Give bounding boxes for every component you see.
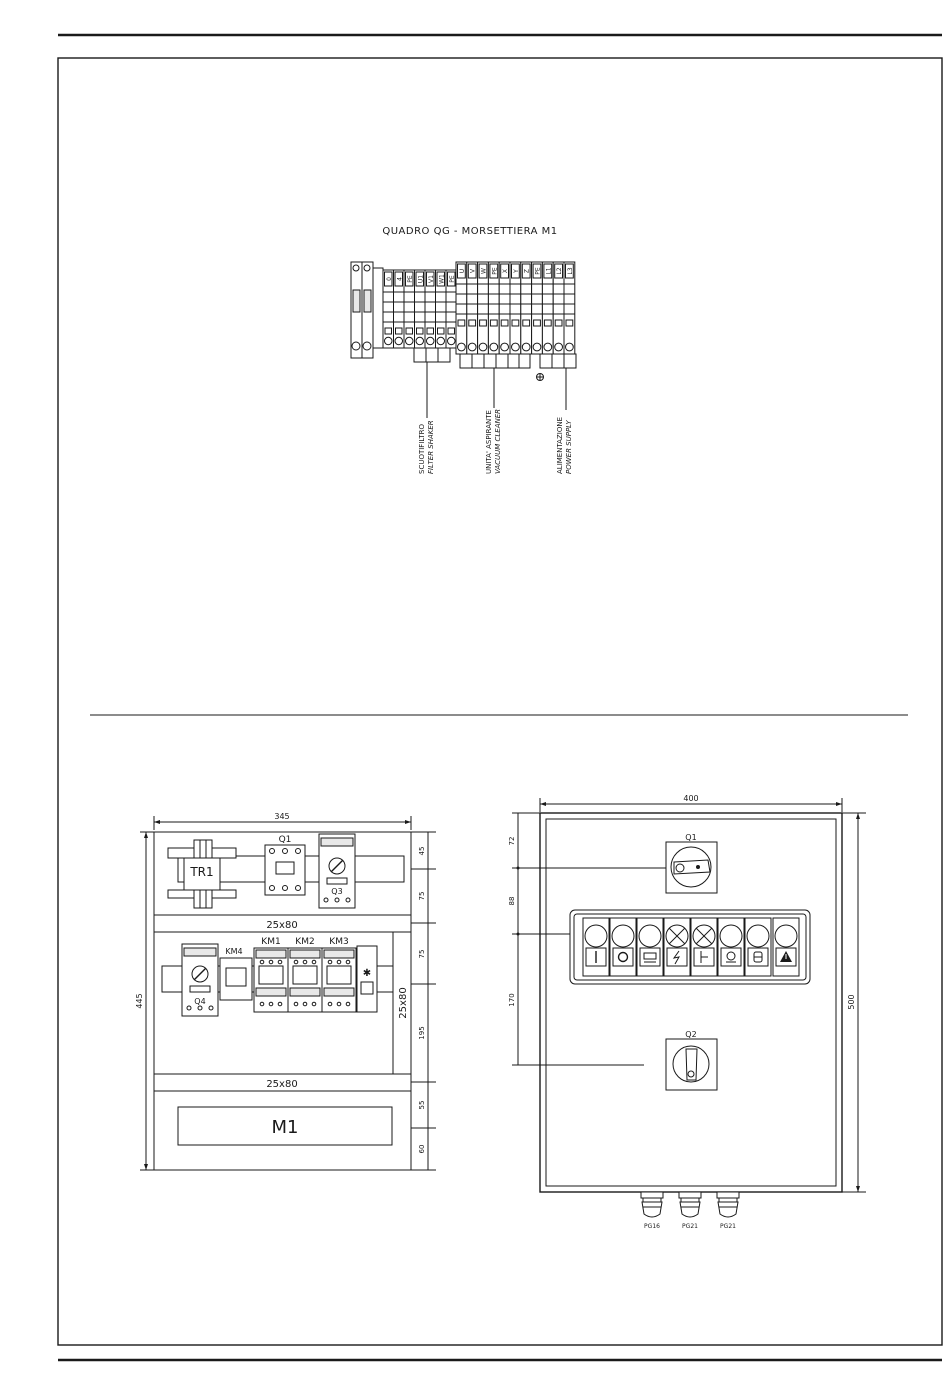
cable-gland-label: PG21 [720,1223,736,1230]
main-terminal-label: Z [523,268,531,274]
right-dim-2: 75 [418,891,426,901]
pushbutton-3[interactable] [637,918,663,976]
m1-label: M1 [271,1117,299,1138]
panel-width-dim: 345 [274,812,290,821]
pushbutton-7[interactable] [745,918,771,976]
main-terminal-label: PE [534,267,542,275]
main-terminal-label: L1 [545,267,553,275]
end-breaker-left-handle [353,290,360,312]
main-terminal [553,262,564,354]
main-terminal [521,262,532,354]
cable-gland-3 [717,1192,739,1230]
cable-gland-1 [641,1192,663,1230]
right-dim-4: 195 [418,1026,426,1040]
panel-height-dim: 445 [135,993,144,1009]
filter-shaker-connector [414,348,450,362]
main-terminal [499,262,510,354]
km3-layout-label: KM3 [329,937,349,947]
shaker-terminal-label: 0 [385,277,393,281]
main-terminal [478,262,489,354]
overload-lamp-icon [701,951,708,963]
duct-bottom-label: 25x80 [266,1079,298,1090]
main-terminal-label: L2 [556,267,564,275]
front-panel-drawing [508,794,866,1230]
end-bracket [373,268,383,348]
right-dim-1: 45 [418,846,426,856]
main-terminal-label: Y [512,269,520,273]
svg-text:ALIMENTAZIONE: ALIMENTAZIONE [556,416,564,474]
svg-text:FILTER SHAKER: FILTER SHAKER [427,420,435,474]
main-terminal [467,262,478,354]
shaker-terminal [446,270,457,348]
right-dim-6: 60 [418,1144,426,1154]
cable-gland-label: PG16 [644,1223,660,1230]
shaker-terminal [404,270,415,348]
km2-layout-label: KM2 [295,937,315,947]
callout-power-supply [556,417,573,474]
power-supply-connector [540,354,576,368]
svg-text:UNITA' ASPIRANTE: UNITA' ASPIRANTE [485,410,493,474]
km2-contactor [288,948,322,1012]
shaker-terminal [425,270,436,348]
main-terminal-label: W [480,268,488,274]
svg-text:VACUUM CLEANER: VACUUM CLEANER [494,408,502,474]
pushbutton-6[interactable] [718,918,744,976]
front-height-dim: 500 [847,994,856,1010]
right-dim-3: 75 [418,949,426,959]
main-terminal [542,262,553,354]
q3-layout-label: Q3 [331,887,343,896]
duct-top-label: 25x80 [266,920,298,931]
main-terminal [510,262,521,354]
q4-layout-label: Q4 [194,997,206,1006]
right-dim-5: 55 [418,1100,426,1110]
fault-lamp-icon [674,951,679,964]
shaker-terminal-label: PE [448,275,456,283]
q1-front-label: Q1 [685,833,697,842]
shaker-terminal [394,270,405,348]
main-terminal [532,262,543,354]
cable-gland-label: PG21 [682,1223,698,1230]
cable-gland-2 [679,1192,701,1230]
drawing-frame [58,58,942,1345]
main-terminal-label: PE [491,267,499,275]
svg-text:POWER SUPPLY: POWER SUPPLY [565,420,573,474]
callout-filter-shaker [418,420,435,474]
main-terminal [456,262,467,354]
q2-front-label: Q2 [685,1030,697,1039]
main-terminal [488,262,499,354]
pushbutton-1[interactable] [583,918,609,976]
transformer-label: TR1 [190,865,214,879]
shaker-terminal-label: 4 [396,277,404,281]
vacuum-icon [754,952,762,962]
duct-vertical-label: 25x80 [398,987,409,1019]
left-dim-1: 72 [508,836,516,846]
pushbutton-8[interactable] [773,918,799,976]
left-dim-2: 88 [508,896,516,906]
filter-shaker-icon [644,953,656,962]
shaker-terminal-label: V1 [427,275,435,283]
aux-module [357,946,377,1012]
front-width-dim: 400 [683,794,699,803]
shaker-terminal [436,270,447,348]
q1-layout-label: Q1 [278,835,292,845]
end-breaker-right-handle [364,290,371,312]
main-terminal-label: U [458,268,466,274]
pushbutton-2[interactable] [610,918,636,976]
svg-text:✱: ✱ [362,968,372,979]
motor-icon [726,952,736,962]
terminal-block-title: QUADRO QG - MORSETTIERA M1 [382,226,558,237]
left-dim-3: 170 [508,993,516,1007]
warning-icon [780,951,792,962]
main-terminal-label: L3 [566,267,574,275]
shaker-terminal-label: PE [406,275,414,283]
power-off-icon [619,953,628,962]
pushbutton-5[interactable] [691,918,717,976]
km4-layout-label: KM4 [225,947,243,956]
main-terminal-label: V [469,268,477,274]
pushbutton-4[interactable] [664,918,690,976]
main-terminal [564,262,575,354]
shaker-terminal-label: U1 [417,274,425,284]
shaker-terminal [415,270,426,348]
km1-layout-label: KM1 [261,937,281,947]
panel-layout-drawing [135,812,436,1170]
shaker-terminal-label: W1 [438,274,446,284]
km1-contactor [254,948,288,1012]
terminal-block-diagram [351,226,576,474]
km3-contactor [322,948,356,1012]
svg-text:SCUOTIFILTRO: SCUOTIFILTRO [418,424,426,474]
shaker-terminal [383,270,394,348]
callout-vacuum-cleaner [485,409,502,474]
main-terminal-label: X [502,268,510,274]
